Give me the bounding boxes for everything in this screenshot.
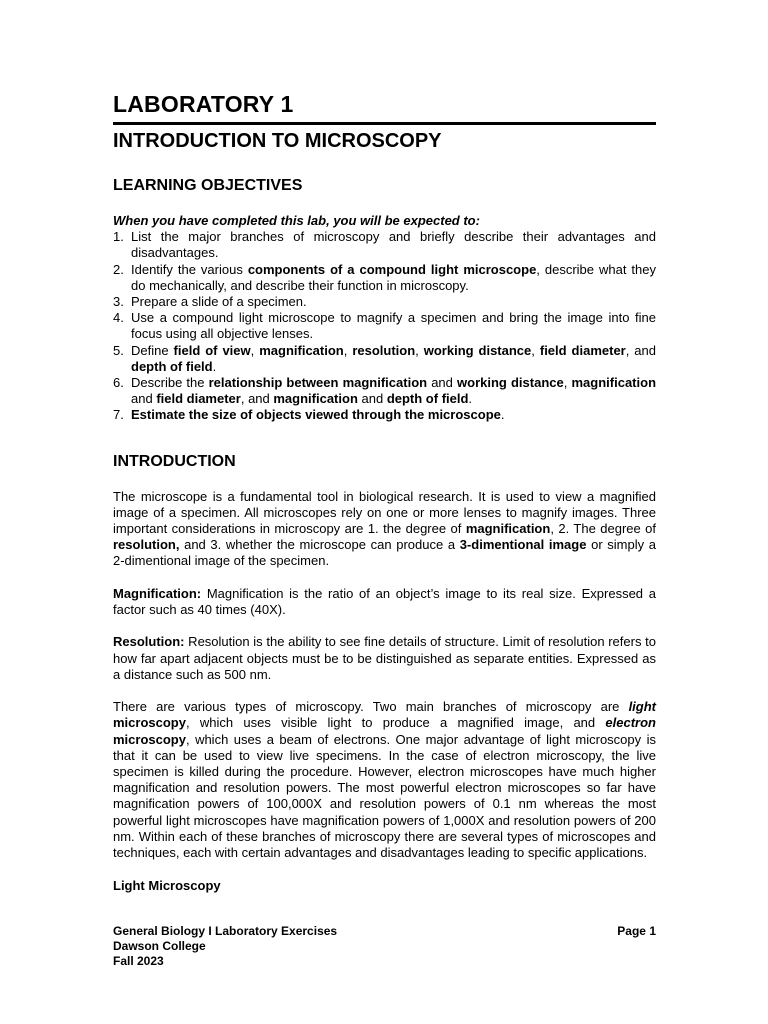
light-microscopy-heading: Light Microscopy	[113, 878, 221, 894]
objective-item: 1. List the major branches of microscopy and briefly describe their advantages and disadvantages.	[113, 229, 656, 261]
objective-item: 6. Describe the relationship between magnification and working distance, magnification and field diameter, and magnification and depth of field.	[113, 375, 657, 407]
document-page	[113, 90, 656, 894]
objectives-lead: When you have completed this lab, you will be expected to:	[113, 213, 480, 228]
footer-term: Fall 2023	[113, 954, 164, 968]
objective-item: 3. Prepare a slide of a specimen.	[113, 294, 307, 310]
title-rule	[113, 122, 656, 125]
introduction-body	[113, 489, 656, 862]
objective-item: 4. Use a compound light microscope to magnify a specimen and bring the image into fine focus using all objective lenses.	[113, 310, 656, 342]
objective-item: 5. Define field of view, magnification, resolution, working distance, field diameter, and depth of field.	[113, 342, 656, 374]
footer-course: General Biology I Laboratory Exercises	[113, 924, 338, 938]
page-number: Page 1	[617, 924, 656, 938]
objective-item: 2. Identify the various components of a compound light microscope, describe what they do mechanically, and describe their function in microscopy.	[113, 261, 656, 293]
footer-college: Dawson College	[113, 939, 206, 953]
microscopy-types-paragraph: There are various types of microscopy. Two main branches of microscopy are light microscopy, which uses visible light to produce a magnified image, and electron microscopy, which uses a beam of electrons. One major advantage of light microscopy is that it can be used to view live specimens. In the case of electron microscopy, the live specimen is killed during the procedure. However, electron microscopes have much higher magnification and resolution powers. The most powerful electron microscopes so far have magnification powers of 100,000X and resolution powers of 0.1 nm whereas the most powerful light microscopes have magnification powers of 1,000X and resolution powers of 200 nm. Within each of these branches of microscopy there are several types of microscopes and techniques, each with certain advantages and disadvantages leading to specific applications.	[113, 699, 656, 861]
intro-paragraph: The microscope is a fundamental tool in biological research. It is used to view a magnified image of a specimen. All microscopes rely on one or more lenses to magnify images. Three important considerations in microscopy are 1. the degree of magnification, 2. The degree of resolution, and 3. whether the microscope can produce a 3-dimentional image or simply a 2-dimentional image of the specimen.	[113, 488, 657, 569]
objective-item: 7. Estimate the size of objects viewed through the microscope.	[113, 407, 505, 423]
resolution-paragraph: Resolution: Resolution is the ability to see fine details of structure. Limit of resolution refers to how far apart adjacent objects must be to be distinguished as separate entities. Expressed as a distance such as 500 nm.	[113, 634, 656, 682]
objectives-list	[113, 229, 656, 423]
objectives-heading: LEARNING OBJECTIVES	[113, 177, 303, 194]
magnification-paragraph: Magnification: Magnification is the ratio of an object’s image to its real size. Expressed a factor such as 40 times (40X).	[113, 585, 656, 618]
lab-subtitle: INTRODUCTION TO MICROSCOPY	[113, 130, 442, 152]
lab-title: LABORATORY 1	[113, 91, 294, 117]
introduction-heading: INTRODUCTION	[113, 452, 236, 470]
page-footer	[113, 924, 656, 969]
